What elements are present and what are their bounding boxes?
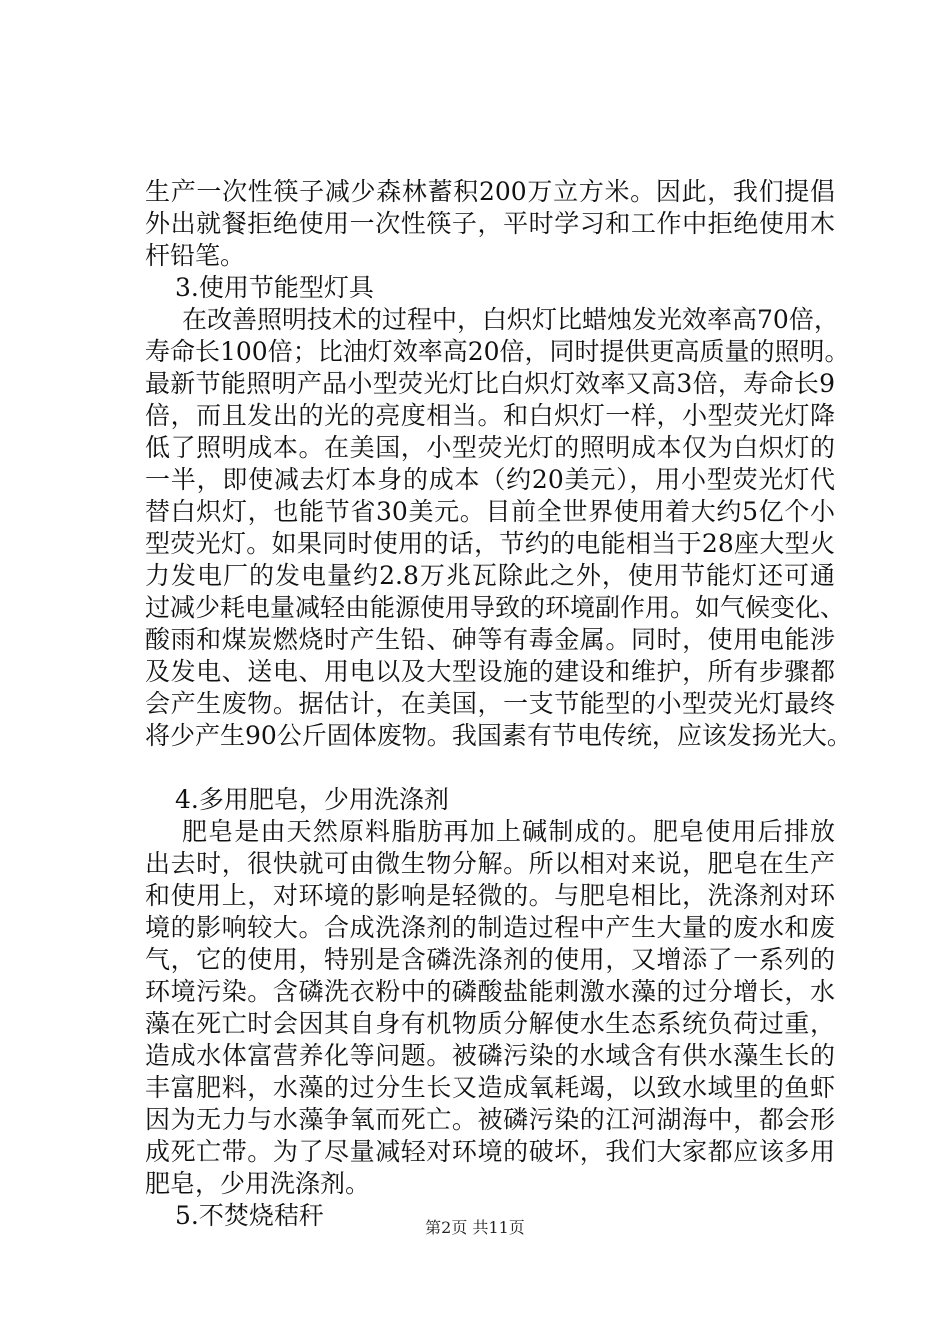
text-line: 造成水体富营养化等问题。被磷污染的水域含有供水藻生长的 bbox=[145, 1041, 835, 1070]
text-line: 力发电厂的发电量约2.8万兆瓦除此之外，使用节能灯还可通 bbox=[145, 561, 835, 590]
text-line: 生产一次性筷子减少森林蓄积200万立方米。因此，我们提倡 bbox=[145, 177, 835, 206]
page-number: 第2页 共11页 bbox=[425, 1218, 525, 1237]
text-line: 杆铅笔。 bbox=[145, 241, 246, 270]
text-line: 最新节能照明产品小型荧光灯比白炽灯效率又高3倍，寿命长9 bbox=[145, 369, 835, 398]
text-line: 气，它的使用，特别是含磷洗涤剂的使用，又增添了一系列的 bbox=[145, 945, 835, 974]
text-line: 低了照明成本。在美国，小型荧光灯的照明成本仅为白炽灯的 bbox=[145, 433, 835, 462]
paragraph-gap bbox=[145, 752, 835, 784]
text-line: 外出就餐拒绝使用一次性筷子，平时学习和工作中拒绝使用木 bbox=[145, 209, 835, 238]
text-line: 在改善照明技术的过程中，白炽灯比蜡烛发光效率高70倍， bbox=[182, 305, 839, 334]
section-heading-4: 4.多用肥皂，少用洗涤剂 bbox=[175, 785, 449, 814]
text-line: 寿命长100倍；比油灯效率高20倍，同时提供更高质量的照明。 bbox=[145, 337, 850, 366]
page-footer bbox=[0, 1216, 950, 1240]
text-line: 会产生废物。据估计，在美国，一支节能型的小型荧光灯最终 bbox=[145, 689, 835, 718]
text-line: 型荧光灯。如果同时使用的话，节约的电能相当于28座大型火 bbox=[145, 529, 835, 558]
text-line: 因为无力与水藻争氧而死亡。被磷污染的江河湖海中，都会形 bbox=[145, 1105, 835, 1134]
text-line: 及发电、送电、用电以及大型设施的建设和维护，所有步骤都 bbox=[145, 657, 835, 686]
text-line: 过减少耗电量减轻由能源使用导致的环境副作用。如气候变化、 bbox=[145, 593, 846, 622]
text-line: 替白炽灯，也能节省30美元。目前全世界使用着大约5亿个小 bbox=[145, 497, 835, 526]
text-line: 酸雨和煤炭燃烧时产生铅、砷等有毒金属。同时，使用电能涉 bbox=[145, 625, 835, 654]
text-line: 一半，即使减去灯本身的成本（约20美元），用小型荧光灯代 bbox=[145, 465, 835, 494]
section-heading-5: 5.不焚烧秸秆 bbox=[175, 1201, 324, 1230]
text-line: 境的影响较大。合成洗涤剂的制造过程中产生大量的废水和废 bbox=[145, 913, 835, 942]
text-line: 环境污染。含磷洗衣粉中的磷酸盐能刺激水藻的过分增长，水 bbox=[145, 977, 835, 1006]
text-line: 丰富肥料，水藻的过分生长又造成氧耗竭，以致水域里的鱼虾 bbox=[145, 1073, 835, 1102]
text-line: 出去时，很快就可由微生物分解。所以相对来说，肥皂在生产 bbox=[145, 849, 835, 878]
text-line: 将少产生90公斤固体废物。我国素有节电传统，应该发扬光大。 bbox=[145, 721, 852, 750]
text-line: 倍，而且发出的光的亮度相当。和白炽灯一样，小型荧光灯降 bbox=[145, 401, 835, 430]
document-body bbox=[145, 176, 852, 1232]
text-line: 肥皂，少用洗涤剂。 bbox=[145, 1169, 371, 1198]
text-line: 藻在死亡时会因其自身有机物质分解使水生态系统负荷过重， bbox=[145, 1009, 835, 1038]
section-heading-3: 3.使用节能型灯具 bbox=[175, 273, 374, 302]
text-line: 成死亡带。为了尽量减轻对环境的破坏，我们大家都应该多用 bbox=[145, 1137, 835, 1166]
text-line: 和使用上，对环境的影响是轻微的。与肥皂相比，洗涤剂对环 bbox=[145, 881, 835, 910]
text-line: 肥皂是由天然原料脂肪再加上碱制成的。肥皂使用后排放 bbox=[182, 817, 835, 846]
